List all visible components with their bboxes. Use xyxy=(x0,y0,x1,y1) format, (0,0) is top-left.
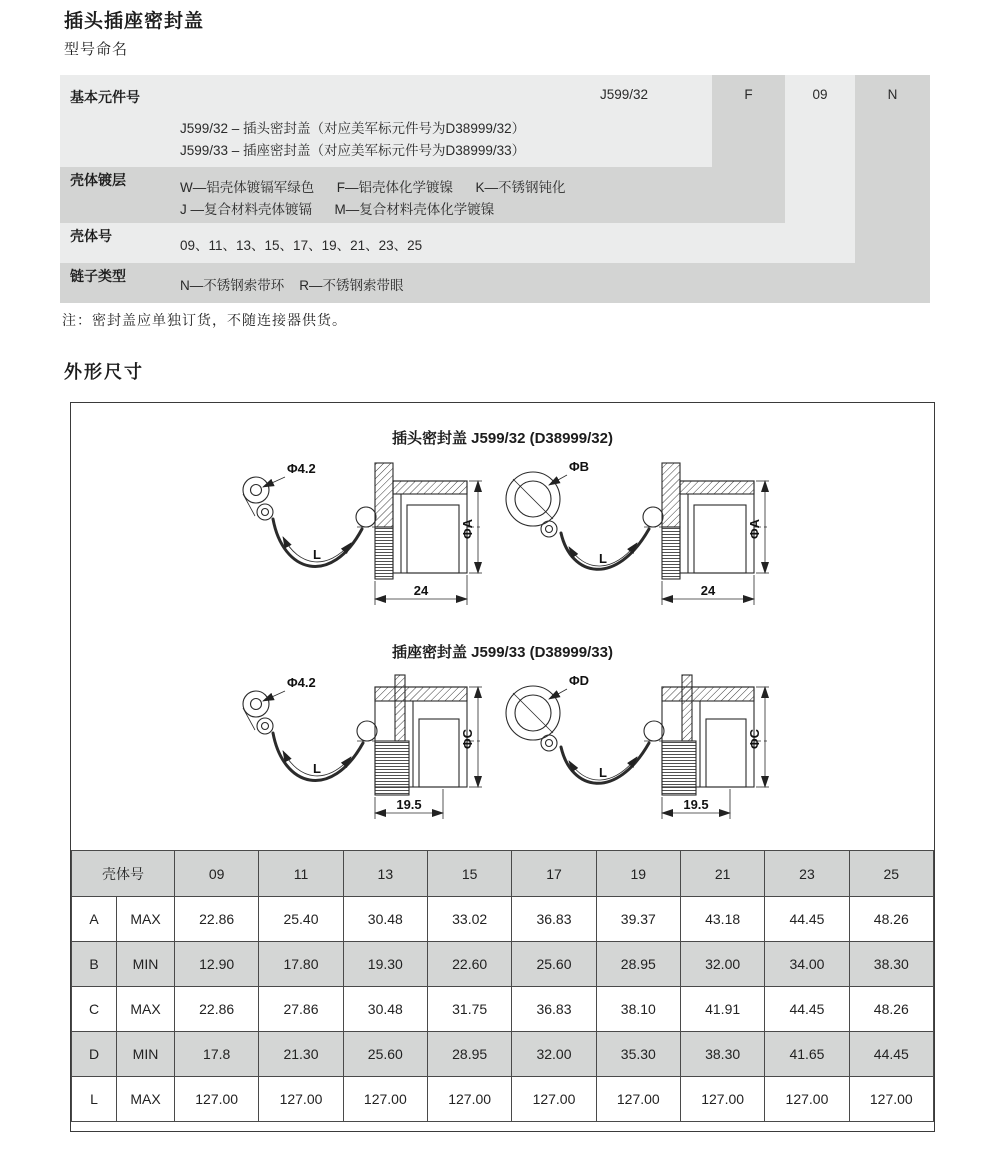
shell-size-header: 壳体号 xyxy=(72,851,175,897)
dim-value: 127.00 xyxy=(343,1077,427,1122)
fig1-title: 插头密封盖 J599/32 (D38999/32) xyxy=(392,430,613,447)
shell-size: 15 xyxy=(427,851,511,897)
basic-part-label: 基本元件号 xyxy=(70,89,140,105)
dim-value: 22.60 xyxy=(427,942,511,987)
knurl-band xyxy=(375,741,409,795)
clip-eyelet xyxy=(243,477,269,503)
dim-value: 21.30 xyxy=(259,1032,343,1077)
table-row-C xyxy=(72,987,934,1032)
flange-section xyxy=(375,463,393,527)
clip-outline xyxy=(243,494,255,516)
limit: MAX xyxy=(117,987,175,1032)
flange-section xyxy=(662,463,680,527)
naming-code-diagram xyxy=(60,75,930,303)
dim-value: 36.83 xyxy=(512,987,596,1032)
dim-value: 127.00 xyxy=(259,1077,343,1122)
col-chain-bg xyxy=(855,75,930,303)
clip-crimp xyxy=(257,718,273,734)
chain-label: 链子类型 xyxy=(70,268,126,284)
dim-value: 127.00 xyxy=(427,1077,511,1122)
dim-value: 25.60 xyxy=(512,942,596,987)
drawing-socket-cap-clip xyxy=(229,669,484,827)
dimension-table xyxy=(71,850,934,1122)
table-row-L xyxy=(72,1077,934,1122)
attach-ring xyxy=(357,721,377,741)
desc-line1: J599/32 – 插头密封盖（对应美军标元件号为D38999/32） xyxy=(180,121,526,136)
page-subtitle: 型号命名 xyxy=(64,41,129,58)
drawing-plug-cap-clip xyxy=(229,455,484,613)
dim-value: 28.95 xyxy=(596,942,680,987)
hole-dim-label: Φ4.2 xyxy=(287,675,316,690)
cable-length-label: L xyxy=(599,765,607,780)
param: A xyxy=(72,897,117,942)
dim-value: 36.83 xyxy=(512,897,596,942)
code-plating: F xyxy=(744,87,753,102)
dim-value: 17.80 xyxy=(259,942,343,987)
code-shell: 09 xyxy=(812,87,828,102)
ring-diagonal xyxy=(513,479,553,519)
shell-content: 09、11、13、15、17、19、21、23、25 xyxy=(180,238,423,253)
table-row-B xyxy=(72,942,934,987)
desc-line2: J599/33 – 插座密封盖（对应美军标元件号为D38999/33） xyxy=(180,143,526,158)
dim-value: 127.00 xyxy=(596,1077,680,1122)
shell-size: 13 xyxy=(343,851,427,897)
dim-value: 30.48 xyxy=(343,987,427,1032)
example-code: J599/32 xyxy=(600,87,649,102)
clip-crimp xyxy=(257,504,273,520)
clip-hole xyxy=(251,699,262,710)
dia-dim-label: ΦC xyxy=(460,728,475,750)
shell-size: 19 xyxy=(596,851,680,897)
dim-value: 12.90 xyxy=(175,942,259,987)
dim-value: 127.00 xyxy=(765,1077,849,1122)
dim-value: 127.00 xyxy=(849,1077,933,1122)
param: B xyxy=(72,942,117,987)
ring-crimp xyxy=(541,521,557,537)
hole-dim-label: Φ4.2 xyxy=(287,461,316,476)
outline-section-title: 外形尺寸 xyxy=(64,362,144,382)
dim-value: 127.00 xyxy=(680,1077,764,1122)
shell-size: 17 xyxy=(512,851,596,897)
dim-value: 41.65 xyxy=(765,1032,849,1077)
cap-body xyxy=(393,481,467,573)
cable-length-label: L xyxy=(313,761,321,776)
dim-value: 31.75 xyxy=(427,987,511,1032)
cap-wall-section xyxy=(375,687,467,701)
ring-diagonal xyxy=(513,693,553,733)
dim-value: 44.45 xyxy=(765,987,849,1032)
dim-value: 19.30 xyxy=(343,942,427,987)
cap-wall-section xyxy=(393,481,467,494)
cable-length-label: L xyxy=(599,551,607,566)
dim-value: 17.8 xyxy=(175,1032,259,1077)
dia-dim-label: ΦC xyxy=(747,728,762,750)
attach-ring xyxy=(644,721,664,741)
ring-crimp xyxy=(541,735,557,751)
dim-value: 33.02 xyxy=(427,897,511,942)
plating-line2: J —复合材料壳体镀镉 M—复合材料壳体化学镀镍 xyxy=(180,202,495,217)
cap-wall-section xyxy=(662,687,754,701)
drawing-plug-cap-ring xyxy=(491,455,771,613)
dim-value: 39.37 xyxy=(596,897,680,942)
ring-crimp-hole xyxy=(546,526,553,533)
width-dim-label: 24 xyxy=(413,583,429,598)
cap-wall-section xyxy=(680,481,754,494)
dim-value: 30.48 xyxy=(343,897,427,942)
dim-value: 127.00 xyxy=(512,1077,596,1122)
dim-value: 27.86 xyxy=(259,987,343,1032)
limit: MAX xyxy=(117,897,175,942)
dim-value: 48.26 xyxy=(849,987,933,1032)
dim-value: 44.45 xyxy=(765,897,849,942)
insert-section xyxy=(395,675,405,741)
param: C xyxy=(72,987,117,1032)
ring-dim-label: ΦB xyxy=(569,459,590,474)
limit: MIN xyxy=(117,942,175,987)
shell-size: 09 xyxy=(175,851,259,897)
plating-label: 壳体镀层 xyxy=(70,172,126,188)
param: D xyxy=(72,1032,117,1077)
dim-value: 35.30 xyxy=(596,1032,680,1077)
limit: MAX xyxy=(117,1077,175,1122)
dia-dim-label: ΦA xyxy=(747,518,762,540)
width-dim-label: 24 xyxy=(700,583,716,598)
shell-size: 21 xyxy=(680,851,764,897)
cap-body xyxy=(680,481,754,573)
outline-figure-box xyxy=(70,402,935,1132)
dim-value: 127.00 xyxy=(175,1077,259,1122)
page-title: 插头插座密封盖 xyxy=(64,11,205,32)
clip-crimp-hole xyxy=(262,509,269,516)
clip-outline xyxy=(243,708,255,730)
dim-value: 32.00 xyxy=(512,1032,596,1077)
param: L xyxy=(72,1077,117,1122)
knurl-band xyxy=(375,527,393,579)
attach-ring xyxy=(643,507,663,527)
dia-dim-label: ΦA xyxy=(460,518,475,540)
dim-value: 43.18 xyxy=(680,897,764,942)
shell-size: 23 xyxy=(765,851,849,897)
order-note: 注：密封盖应单独订货，不随连接器供货。 xyxy=(62,312,347,328)
dim-value: 44.45 xyxy=(849,1032,933,1077)
dim-value: 38.30 xyxy=(849,942,933,987)
table-row-D xyxy=(72,1032,934,1077)
drawing-socket-cap-ring xyxy=(491,669,771,827)
ring-crimp-hole xyxy=(546,740,553,747)
dim-value: 41.91 xyxy=(680,987,764,1032)
code-chain: N xyxy=(887,87,898,102)
width-dim-label: 19.5 xyxy=(683,797,709,812)
dim-value: 25.40 xyxy=(259,897,343,942)
clip-crimp-hole xyxy=(262,723,269,730)
shell-label: 壳体号 xyxy=(70,228,112,244)
ring-dim-label: ΦD xyxy=(569,673,590,688)
fig2-title: 插座密封盖 J599/33 (D38999/33) xyxy=(392,644,613,661)
knurl-band xyxy=(662,741,696,795)
clip-eyelet xyxy=(243,691,269,717)
cable-length-label: L xyxy=(313,547,321,562)
dim-value: 34.00 xyxy=(765,942,849,987)
chain-content: N—不锈钢索带环 R—不锈钢索带眼 xyxy=(180,278,404,293)
dim-value: 32.00 xyxy=(680,942,764,987)
dim-value: 22.86 xyxy=(175,987,259,1032)
width-dim-label: 19.5 xyxy=(396,797,422,812)
attach-ring xyxy=(356,507,376,527)
limit: MIN xyxy=(117,1032,175,1077)
shell-size: 25 xyxy=(849,851,933,897)
insert-section xyxy=(682,675,692,741)
clip-hole xyxy=(251,485,262,496)
table-row-A xyxy=(72,897,934,942)
dim-value: 22.86 xyxy=(175,897,259,942)
dim-value: 28.95 xyxy=(427,1032,511,1077)
table-header-row xyxy=(72,851,934,897)
dim-value: 38.30 xyxy=(680,1032,764,1077)
plating-line1: W—铝壳体镀镉军绿色 F—铝壳体化学镀镍 K—不锈钢钝化 xyxy=(180,180,566,195)
knurl-band xyxy=(662,527,680,579)
shell-size: 11 xyxy=(259,851,343,897)
dim-value: 25.60 xyxy=(343,1032,427,1077)
dim-value: 38.10 xyxy=(596,987,680,1032)
dim-value: 48.26 xyxy=(849,897,933,942)
